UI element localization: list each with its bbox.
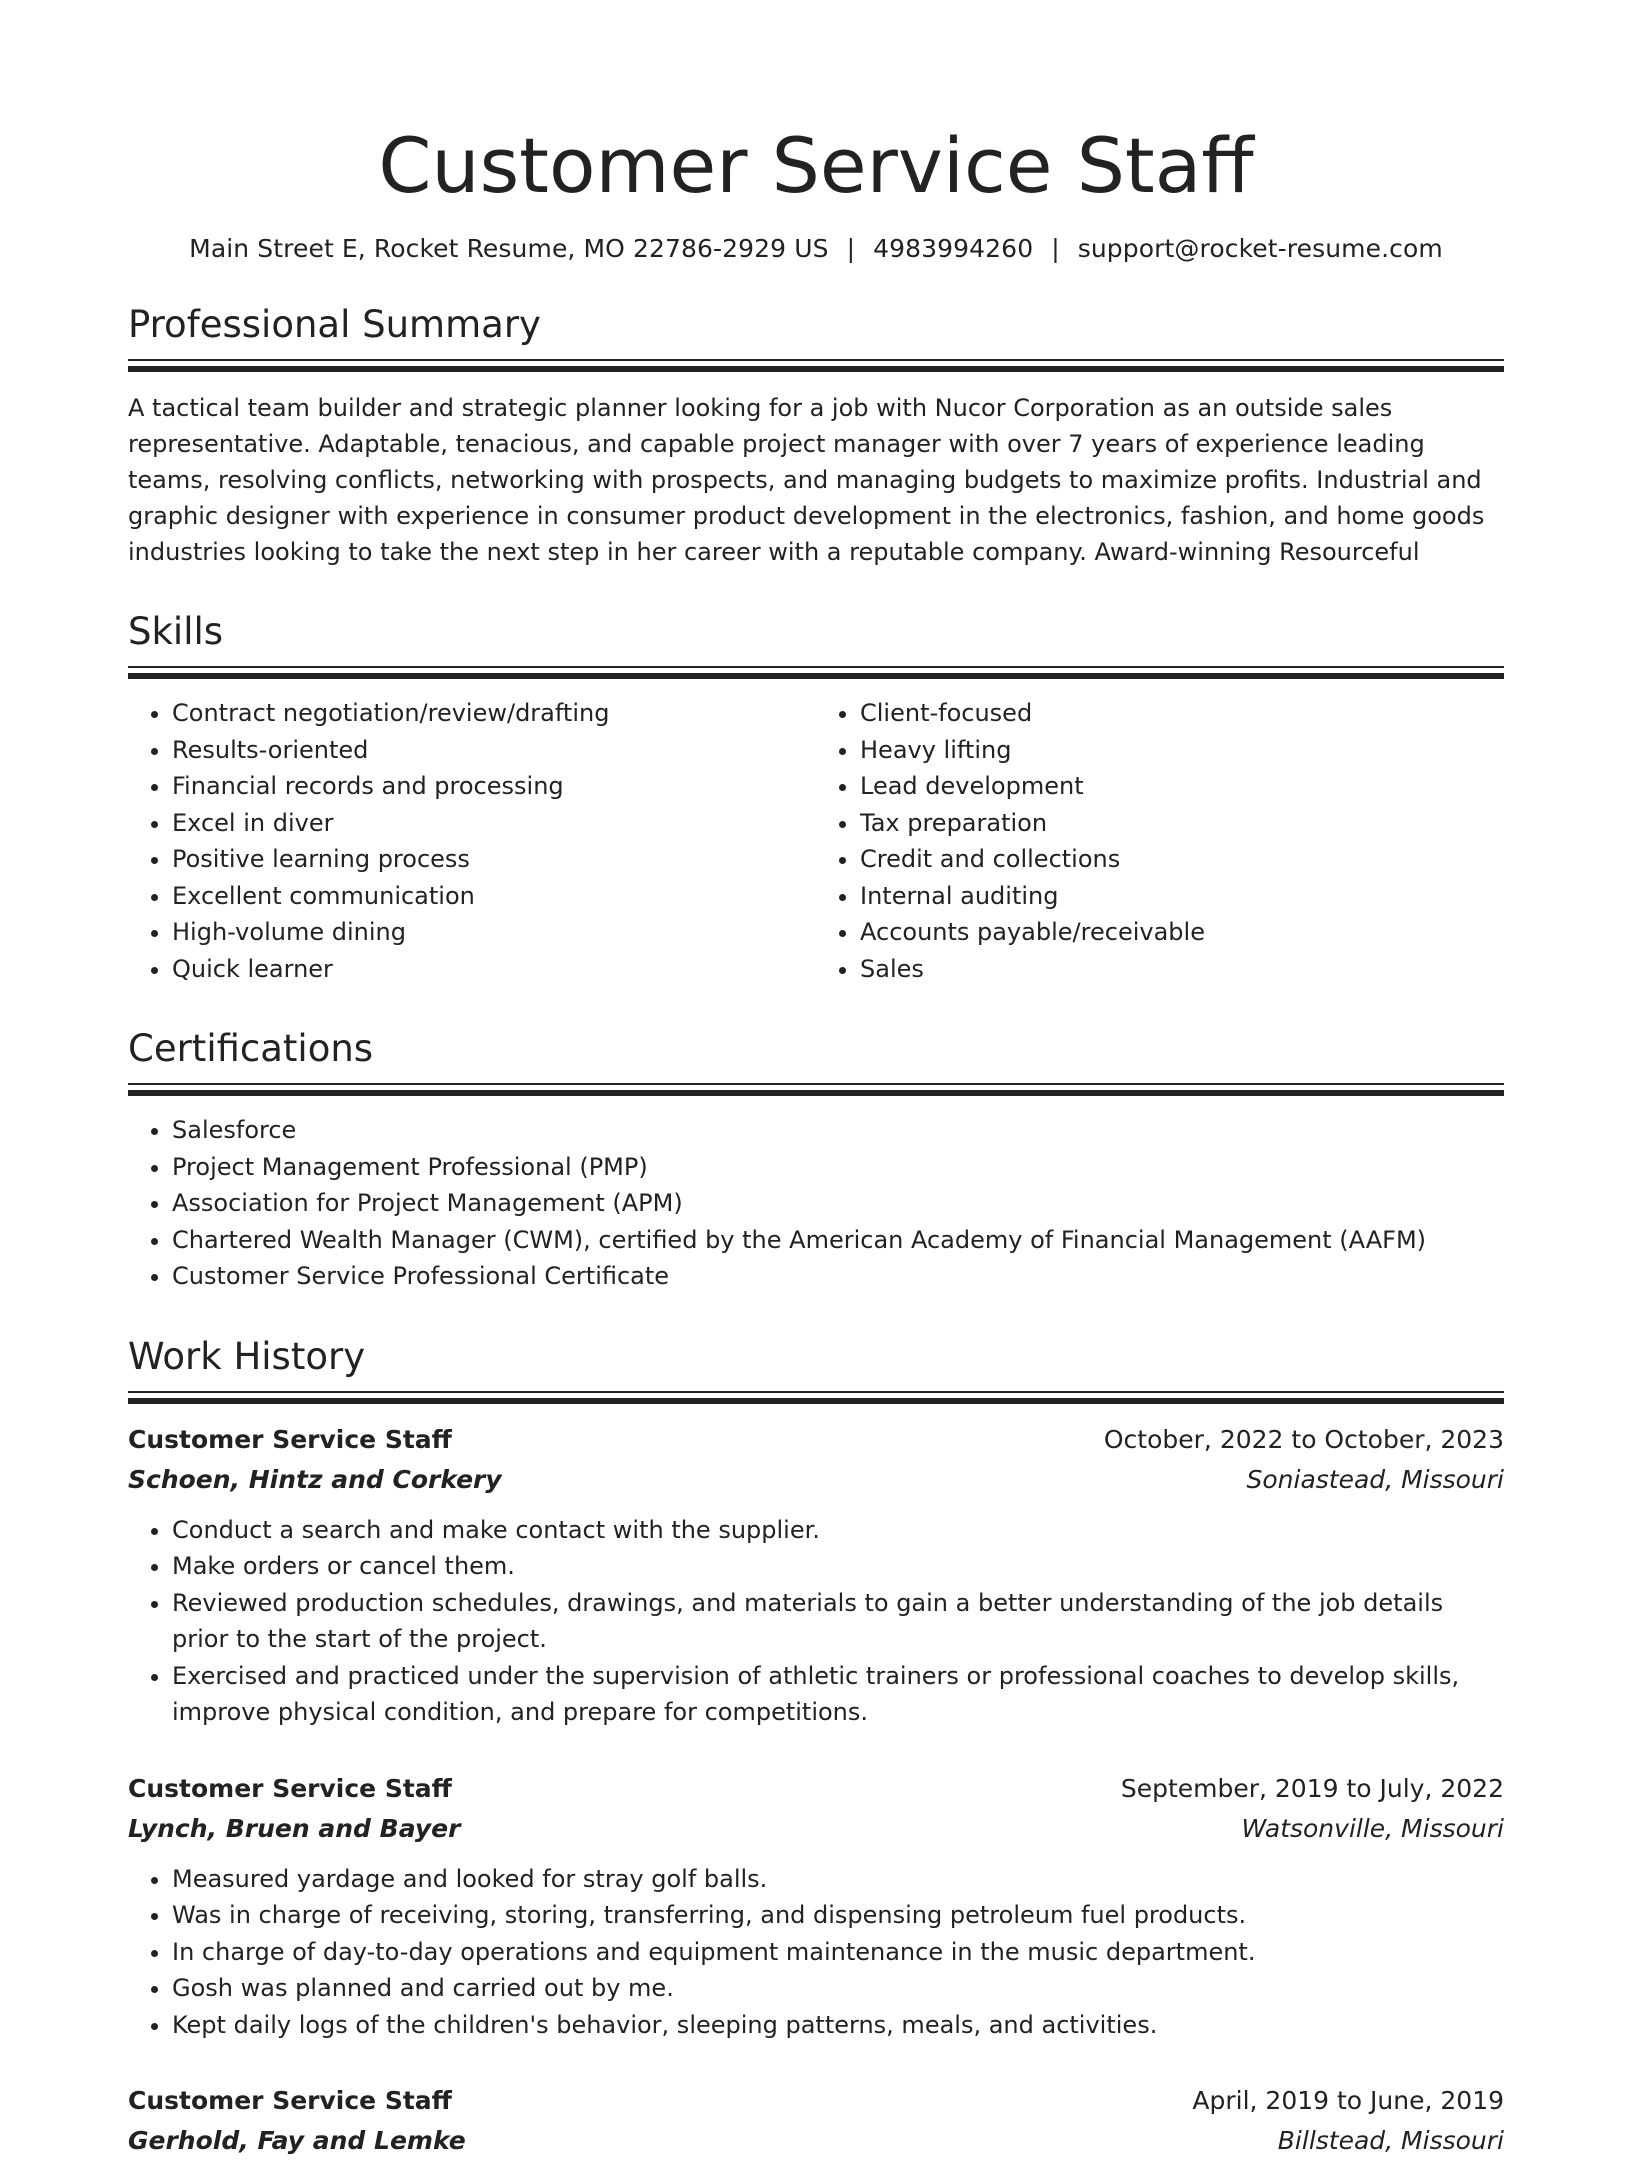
section-divider <box>128 666 1504 679</box>
certifications-list <box>128 1112 1504 1295</box>
skill-item: • Heavy lifting <box>860 732 1504 769</box>
job-dates: October, 2022 to October, 2023 <box>1104 1420 1504 1460</box>
skill-item: • Lead development <box>860 768 1504 805</box>
section-title-work-history: Work History <box>128 1333 1504 1381</box>
work-history-section <box>128 1333 1504 2161</box>
contact-separator: | <box>1033 234 1078 263</box>
job-location: Billstead, Missouri <box>1278 2121 1504 2161</box>
job-duty: • Exercised and practiced under the supervision of athletic trainers or professional coaches to develop skills, improve physical condition, and prepare for competitions. <box>172 1658 1504 1731</box>
certification-item: • Salesforce <box>172 1112 1504 1149</box>
skill-item: • Sales <box>860 951 1504 988</box>
skill-item: • Credit and collections <box>860 841 1504 878</box>
section-divider <box>128 1391 1504 1404</box>
job-duty: • Was in charge of receiving, storing, transferring, and dispensing petroleum fuel products. <box>172 1897 1504 1934</box>
skill-item: • Financial records and processing <box>172 768 816 805</box>
job-entry <box>128 2081 1504 2161</box>
skill-item: • Results-oriented <box>172 732 816 769</box>
job-location: Watsonville, Missouri <box>1242 1809 1504 1849</box>
certification-item: • Association for Project Management (APM) <box>172 1185 1504 1222</box>
job-duty: • Kept daily logs of the children's behavior, sleeping patterns, meals, and activities. <box>172 2007 1504 2044</box>
certification-item: • Customer Service Professional Certificate <box>172 1258 1504 1295</box>
section-divider <box>128 1083 1504 1096</box>
job-title: Customer Service Staff <box>128 1769 452 1809</box>
contact-line <box>128 234 1504 263</box>
job-company: Schoen, Hintz and Corkery <box>128 1460 502 1500</box>
job-header-row <box>128 2081 1504 2121</box>
job-header-row <box>128 1420 1504 1460</box>
skill-item: • Positive learning process <box>172 841 816 878</box>
skill-item: • Contract negotiation/review/drafting <box>172 695 816 732</box>
job-company-row <box>128 1460 1504 1500</box>
skills-list-right <box>816 695 1504 987</box>
skills-section <box>128 608 1504 987</box>
certifications-section <box>128 1025 1504 1295</box>
skill-item: • Excellent communication <box>172 878 816 915</box>
job-dates: September, 2019 to July, 2022 <box>1121 1769 1504 1809</box>
contact-phone: 4983994260 <box>873 234 1033 263</box>
job-title: Customer Service Staff <box>128 2081 452 2121</box>
job-entry <box>128 1420 1504 1731</box>
job-entry <box>128 1769 1504 2044</box>
job-company-row <box>128 1809 1504 1849</box>
section-divider <box>128 359 1504 372</box>
job-dates: April, 2019 to June, 2019 <box>1192 2081 1504 2121</box>
resume-name: Customer Service Staff <box>128 118 1504 214</box>
skill-item: • Accounts payable/receivable <box>860 914 1504 951</box>
skill-item: • High-volume dining <box>172 914 816 951</box>
contact-address: Main Street E, Rocket Resume, MO 22786-2929 US <box>189 234 828 263</box>
job-company: Gerhold, Fay and Lemke <box>128 2121 466 2161</box>
certification-item: • Project Management Professional (PMP) <box>172 1149 1504 1186</box>
contact-separator: | <box>829 234 874 263</box>
summary-text: A tactical team builder and strategic planner looking for a job with Nucor Corporation as an outside sales representative. Adaptable, tenacious, and capable project manager with over 7 years of experience leading teams, resolving conflicts, networking with prospects, and managing budgets to maximize profits. Industrial and graphic designer with experience in consumer product development in the electronics, fashion, and home goods industries looking to take the next step in her career with a reputable company. Award-winning Resourceful <box>128 390 1504 570</box>
job-company-row <box>128 2121 1504 2161</box>
job-duty: • Reviewed production schedules, drawings, and materials to gain a better understanding of the job details prior to the start of the project. <box>172 1585 1504 1658</box>
job-duties-list <box>128 1861 1504 2044</box>
skill-item: • Internal auditing <box>860 878 1504 915</box>
skill-item: • Tax preparation <box>860 805 1504 842</box>
skill-item: • Excel in diver <box>172 805 816 842</box>
section-title-summary: Professional Summary <box>128 301 1504 349</box>
job-header-row <box>128 1769 1504 1809</box>
job-duty: • Conduct a search and make contact with the supplier. <box>172 1512 1504 1549</box>
skills-list-left <box>128 695 816 987</box>
job-duties-list <box>128 1512 1504 1731</box>
job-location: Soniastead, Missouri <box>1247 1460 1505 1500</box>
skill-item: • Client-focused <box>860 695 1504 732</box>
job-title: Customer Service Staff <box>128 1420 452 1460</box>
job-duty: • Gosh was planned and carried out by me. <box>172 1970 1504 2007</box>
job-duty: • Measured yardage and looked for stray golf balls. <box>172 1861 1504 1898</box>
skills-columns <box>128 679 1504 987</box>
summary-section <box>128 301 1504 570</box>
certification-item: • Chartered Wealth Manager (CWM), certified by the American Academy of Financial Management (AAFM) <box>172 1222 1504 1259</box>
job-duty: • In charge of day-to-day operations and equipment maintenance in the music department. <box>172 1934 1504 1971</box>
job-duty: • Make orders or cancel them. <box>172 1548 1504 1585</box>
section-title-certifications: Certifications <box>128 1025 1504 1073</box>
skill-item: • Quick learner <box>172 951 816 988</box>
section-title-skills: Skills <box>128 608 1504 656</box>
contact-email: support@rocket-resume.com <box>1078 234 1443 263</box>
job-company: Lynch, Bruen and Bayer <box>128 1809 460 1849</box>
